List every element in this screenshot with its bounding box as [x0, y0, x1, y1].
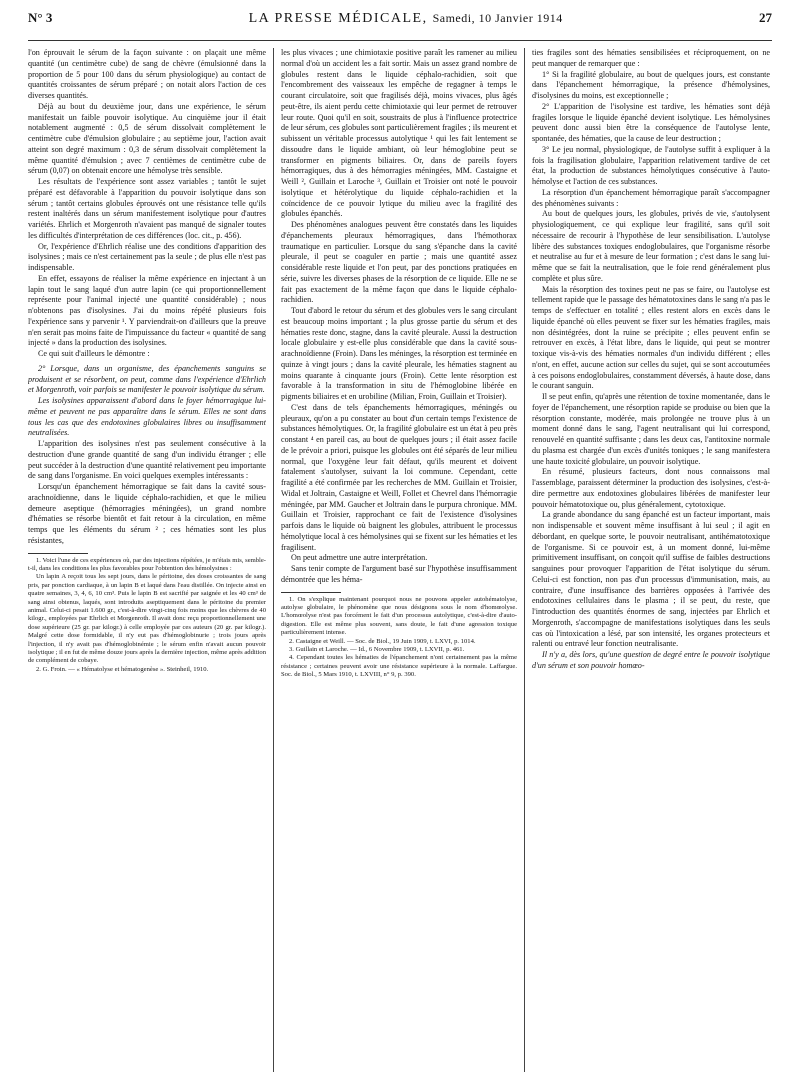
paragraph: En résumé, plusieurs facteurs, dont nous connaissons mal l'assemblage, paraissent déterminer la production des isolysines, c'est-à-dire permettre aux endotoxines globulaires libérées de manifester leur pouvoir hématotoxique ou, plus généralement, cytotoxique. [532, 467, 770, 509]
paragraph: Mais la résorption des toxines peut ne pas se faire, ou l'autolyse est tellement rapide que le passage des hématotoxines dans le sang n'a pas le temps de s'effectuer en totalité ; elles restent alors en excès dans le liquide épanché où elles peuvent se fixer sur les hématies fragiles, mais non désintégrées, dont la ruine se précipite ; elles peuvent enfin se retrouver en excès, à l'état libre, dans le liquide, qui peut se montrer toxique vis-à-vis des hématies normales d'un individu différent ; elles n'ont, en effet, aucune action sur celles du sujet, qui se sont accoutumées à ces poisons endoglobulaires, constamment déversés, à haute dose, dans le courant sanguin. [532, 284, 770, 391]
journal-name: LA PRESSE MÉDICALE, [248, 11, 428, 26]
journal-title [249, 11, 563, 27]
paragraph: Déjà au bout du deuxième jour, dans une expérience, le sérum manifestait un faible pouvoir isolytique. Au cinquième jour il était notablement augmenté : 0,5 de sérum dissolvait complètement le centimètre cube d'émulsion globulaire ; au septième jour, l'action avait atteint son degré maximum : 0,3 de sérum dissolvait complètement la même quantité d'émulsion ; avec 7 centièmes de centimètre cube de sérum (0,07) on obtenait encore une hémolyse très sensible. [28, 101, 266, 176]
page-header [28, 10, 772, 41]
paragraph: Il n'y a, dès lors, qu'une question de degré entre le pouvoir isolytique d'un sérum et son pouvoir homœo- [532, 650, 770, 670]
issue-number: N° 3 [28, 10, 53, 25]
page-number: 27 [758, 10, 772, 25]
footnote: 1. On s'explique maintenant pourquoi nous ne pouvons appeler autohématolyse, autolyse globulaire, le phénomène que nous désignons sous le nom d'homœolyse. L'homœolyse n'est pas forcément le fait d'un processus autolytique, c'est-à-dire d'auto-digestion. Elle est même plus souvent, sans doute, le fait d'une agression toxique particulièrement intense. [281, 595, 517, 637]
paragraph: La résorption d'un épanchement hémorragique paraît s'accompagner des phénomènes suivants : [532, 187, 770, 208]
issue-date: Samedi, 10 Janvier 1914 [432, 11, 563, 25]
paragraph: Les résultats de l'expérience sont assez variables ; tantôt le sujet préparé est défavorable à l'apparition du pouvoir isolytique dans son sérum ; tantôt certains globules éprouvés ont une résistance telle qu'ils restent inaltérés dans un sérum manifestement isolytique pour d'autres variétés. Ehrlich et Morgenroth n'avaient pas manqué de signaler toutes les difficultés d'interprétation de ces différences (loc. cit., p. 456). [28, 177, 266, 240]
paragraph: On peut admettre une autre interprétation. [291, 553, 428, 563]
paragraph: Au bout de quelques jours, les globules, privés de vie, s'autolysent physiologiquement, ce qui explique leur fragilité, sans qu'il soit nécessaire de recourir à l'hypothèse de leur sensibilisation. L'autolyse libère des substances toxiques endoglobulaires, que l'organisme résorbe et neutralise au fur et à mesure de leur formation ; c'est dans le sang lui-même que se fait la neutralisation, que le foie rend généralement plus complète et plus sûre. [532, 209, 770, 283]
paragraph: Or, l'expérience d'Ehrlich réalise une des conditions d'apparition des isolysines ; mais ce n'est certainement pas la seule ; de plus elle n'est pas indispensable. [28, 241, 266, 272]
column-left [28, 48, 266, 1074]
column-divider [524, 48, 525, 1072]
footnote-separator [281, 592, 341, 593]
paragraph: les plus vivaces ; une chimiotaxie positive paraît les ramener au milieu normal d'où un accident les a fait sortir. Mais un assez grand nombre de globules restent dans le liquide céphalo-rachidien, soit que l'encombrement des vaisseaux les empêche de regagner à temps le courant circulatoire, soit que fragilisés déjà, moins vivaces, plus âgés peut-être, ils aient perdu cette chimiotaxie qui leur permet de retrouver leur route. Quoi qu'il en soit, soustraits de plus à l'influence protectrice de leur sérum, ces globules sont particulièrement fragiles ; ils meurent et subissent un véritable processus autolytique ¹ qui les fait lentement se dissoudre dans le liquide ambiant, où leur hémoglobine peut se transformer en pigments biliaires. Or, dans de pareils foyers hémorragiques, dus à des hémorragies méningées, MM. Castaigne et Weill ², Guillain et Laroche ³, Guillain et Troisier ont noté le pouvoir isolytique et hétérolytique du liquide céphalo-rachidien et la coïncidence de ce pouvoir lytique du milieu avec la fragilité des globules épanchés. [281, 48, 517, 219]
footnote-separator [28, 553, 88, 554]
paragraph: Sans tenir compte de l'argument basé sur l'hypothèse insuffisamment démontrée que les héma- [281, 564, 517, 584]
paragraph: Ce qui suit d'ailleurs le démontre : [38, 349, 150, 358]
paragraph: Des phénomènes analogues peuvent être constatés dans les liquides d'épanchements pleuraux hémorragiques, dans l'hémothorax traumatique en particulier. Lorsque du sang s'épanche dans la cavité pleurale, il peut se coaguler en partie ; mais une quantité assez considérable reste liquide et l'on peut, par des ponctions pratiquées en série, suivre les diverses phases de la résorption de ce liquide. Elle ne se fait pas exactement de la même façon que dans le liquide céphalo-rachidien. [281, 220, 517, 305]
footnote: 1. Voici l'une de ces expériences où, par des injections répétées, je m'étais mis, semble-t-il, dans les conditions les plus favorables pour l'obtention des hémolysines : [28, 556, 266, 572]
paragraph: ties fragiles sont des hématies sensibilisées et réciproquement, on ne peut manquer de remarquer que : [532, 48, 770, 68]
paragraph: La grande abondance du sang épanché est un facteur important, mais non indispensable et souvent même insuffisant à lui seul ; il agit en débordant, en quelque sorte, le pouvoir neutralisant, antihématotoxique de l'organisme. Si ce pouvoir est, à un moment donné, lui-même primitivement insuffisant, on conçoit qu'il suffise de faibles destructions sanguines pour provoquer l'apparition de l'état isolytique du sérum. Celui-ci est fonction, non pas d'un processus d'immunisation, mais, au contraire, d'une insuffisance des barrières opposées à l'arrivée des endotoxines cellulaires dans le plasma ; il se peut, du reste, que l'introduction des quantités énormes de sang, injectées par Ehrlich et Morgenroth, s'accompagne de manifestations isolytiques dans les seuls cas où l'intoxication a lésé, par son intensité, les organes protecteurs et ralenti ou entravé leur fonction neutralisante. [532, 510, 770, 649]
footnote: 2. Castaigne et Weill. — Soc. de Biol., 19 Juin 1909, t. LXVI, p. 1014. [289, 637, 476, 645]
footnote: 3. Guillain et Laroche. — Id., 6 Novembre 1909, t. LXVII, p. 461. [289, 645, 465, 653]
column-divider [273, 48, 274, 1072]
paragraph: 1° Si la fragilité globulaire, au bout de quelques jours, est constante dans l'épanchement hémorragique, la présence d'hémolysines, d'isolysines du moins, est exceptionnelle ; [532, 69, 770, 100]
footnote: 2. G. Froin. — « Hématolyse et hématogenèse ». Steinheil, 1910. [36, 665, 209, 673]
footnote: Un lapin A reçoit tous les sept jours, dans le péritoine, des doses croissantes de sang pris, par ponction cardiaque, à un lapin B et laqué dans l'eau distillée. On injecte ainsi en quatre semaines, 3, 4, 6, 10 cm³. Puis le lapin B est sacrifié par saignée et les 40 cm³ de sang ainsi obtenus, laqués, sont introduits aseptiquement dans le péritoine du premier animal. Celui-ci pesait 1.600 gr., c'est-à-dire vingt-cinq fois moins que les chèvres de 40 kilogr., employées par Ehrlich et Morgenroth. Il avait donc reçu proportionnellement une dose supérieure (25 gr. par kilogr.) à celle employée par ces auteurs (20 gr. par kilogr.). Malgré cette dose formidable, il n'y eut pas d'hémoglobinurie ; trois jours après l'injection, il n'y avait pas d'hémoglobinémie ; le sérum enfin n'avait aucun pouvoir isolytique ; il en fut de même douze jours après la dernière injection, même après addition de complément de cobaye. [28, 573, 266, 665]
paragraph: Tout d'abord le retour du sérum et des globules vers le sang circulant est beaucoup moins important ; la plus grosse partie du sérum et des hématies reste donc, stagne, dans la cavité pleurale. Aussi la destruction locale globulaire y est-elle plus considérable que dans la cavité sous-arachnoïdienne (Froin). Dans les méninges, la résorption est terminée en quinze à vingt jours ; dans la cavité pleurale, les hématies stagnent au moins quarante à cinquante jours (Froin). Cette lente résorption est favorable à la transformation in situ de l'hémoglobine libérée en pigments biliaires et en urobiline (Milian, Froin, Guillain et Troisier). [281, 306, 517, 401]
column-middle [281, 48, 517, 1074]
paragraph: 3° Le jeu normal, physiologique, de l'autolyse suffit à expliquer à la fois la fragilisation globulaire, l'apparition relativement tardive de cet état, la production de substances hémolytiques consécutive à l'auto-hémolyse et l'action de ces substances. [532, 144, 770, 186]
footnotes [28, 557, 266, 675]
paragraph: Lorsqu'un épanchement hémorragique se fait dans la cavité sous-arachnoïdienne, dans le liquide céphalo-rachidien, et que le milieu demeure aseptique (hémorragies méningées), un grand nombre d'hématies se résorbe bientôt et fait retour à la circulation, en même temps que les éléments du sérum ² ; ces hématies sont les plus résistantes, [28, 482, 266, 545]
paragraph: l'on éprouvait le sérum de la façon suivante : on plaçait une même quantité (un centimètre cube) de sang de chèvre (émulsionné dans la proportion de 5 pour 100 dans du sérum physiologique) au contact de quantités croissantes de sérum préparé ; on notait alors l'action de ces diverses quantités. [28, 48, 266, 100]
paragraph: L'apparition des isolysines n'est pas seulement consécutive à la destruction d'une grande quantité de sang d'un individu étranger ; elle peut succéder à la destruction d'une quantité relativement peu importante de sang dans l'organisme. En voici quelques exemples intéressants : [28, 439, 266, 481]
paragraph: 2° L'apparition de l'isolysine est tardive, les hématies sont déjà fragiles lorsque le liquide épanché devient isolytique. Les hémolysines peuvent donc aussi bien être la conséquence de l'autolyse lente, spontanée, des hématies, que la cause de leur destruction ; [532, 101, 770, 143]
paragraph: En effet, essayons de réaliser la même expérience en injectant à un lapin tout le sang laqué d'un autre lapin (ce qui proportionnellement représente pour l'animal injecté une quantité considérable) ; nous n'obtenons pas d'isolysines. J'ai du moins répété plusieurs fois l'expérience sans y parvenir ¹. Y parviendrait-on d'ailleurs que la preuve n'en serait pas moins faite de l'impuissance du facteur « quantité de sang injecté » dans la production des isolysines. [28, 273, 266, 348]
section-heading: 2° Lorsque, dans un organisme, des épanchements sanguins se produisent et se résorbent, on peut, comme dans l'expérience d'Ehrlich et Morgenroth, voir parfois se manifester le pouvoir isolytique du sérum. [28, 363, 266, 395]
paragraph: C'est dans de tels épanchements hémorragiques, méningés ou pleuraux, qu'on a pu constater au bout d'un certain temps l'existence de substances hémolytiques. Or, la fragilité globulaire est un état à peu près constant ⁴ en pareil cas, au bout de quelques jours ; il était assez facile de le prévoir a priori, puisque les globules ont été séparés de leur milieu normal, que l'oxygène leur fait défaut, qu'ils meurent et doivent fatalement s'autolyser, suivant la loi commune. Cependant, cette fragilité a été confirmée par les recherches de MM. Guillain et Troisier, Widal et Joltrain, Castaigne et Weill, Follet et Chevrel dans l'hémorragie méningée, par MM. Gaucher et Joltrain dans le purpura chronique. MM. Guillain et Troisier, rapprochant ce fait de l'existence d'isolysines parfois dans le liquide où baignent les globules, attribuent le processus hémolytique local à ces hémolysines qui se fixent sur les hématies et les fragilisent. [281, 402, 517, 552]
footnotes [281, 596, 517, 680]
paragraph: Il se peut enfin, qu'après une rétention de toxine momentanée, dans le foyer de l'épanchement, une résorption rapide se produise ou bien que la résorption constante, modérée, mais prolongée ne trouve plus à un moment donné dans le sang, l'agent neutralisant qui lui correspond, renouvelé en quantité suffisante ; dans les deux cas, l'antitoxine normale du plasma est chargée d'un excès d'unités toniques ; le sang manifestera une haute toxicité globulaire, un pouvoir isolytique. [532, 392, 770, 466]
paragraph: Les isolysines apparaissent d'abord dans le foyer hémorragique lui-même et peuvent ne pas apparaître dans le sérum. Elles ne sont dans tous les cas que des endotoxines globulaires libres ou insuffisamment neutralisées. [28, 396, 266, 438]
footnote: 4. Cependant toutes les hématies de l'épanchement n'ont certainement pas la même résistance ; certaines peuvent avoir une résistance supérieure à la normale. Laffargue. Soc. de Biol., 5 Mars 1910, t. LXVIII, n° 9, p. 390. [281, 654, 517, 679]
column-right [532, 48, 770, 1074]
